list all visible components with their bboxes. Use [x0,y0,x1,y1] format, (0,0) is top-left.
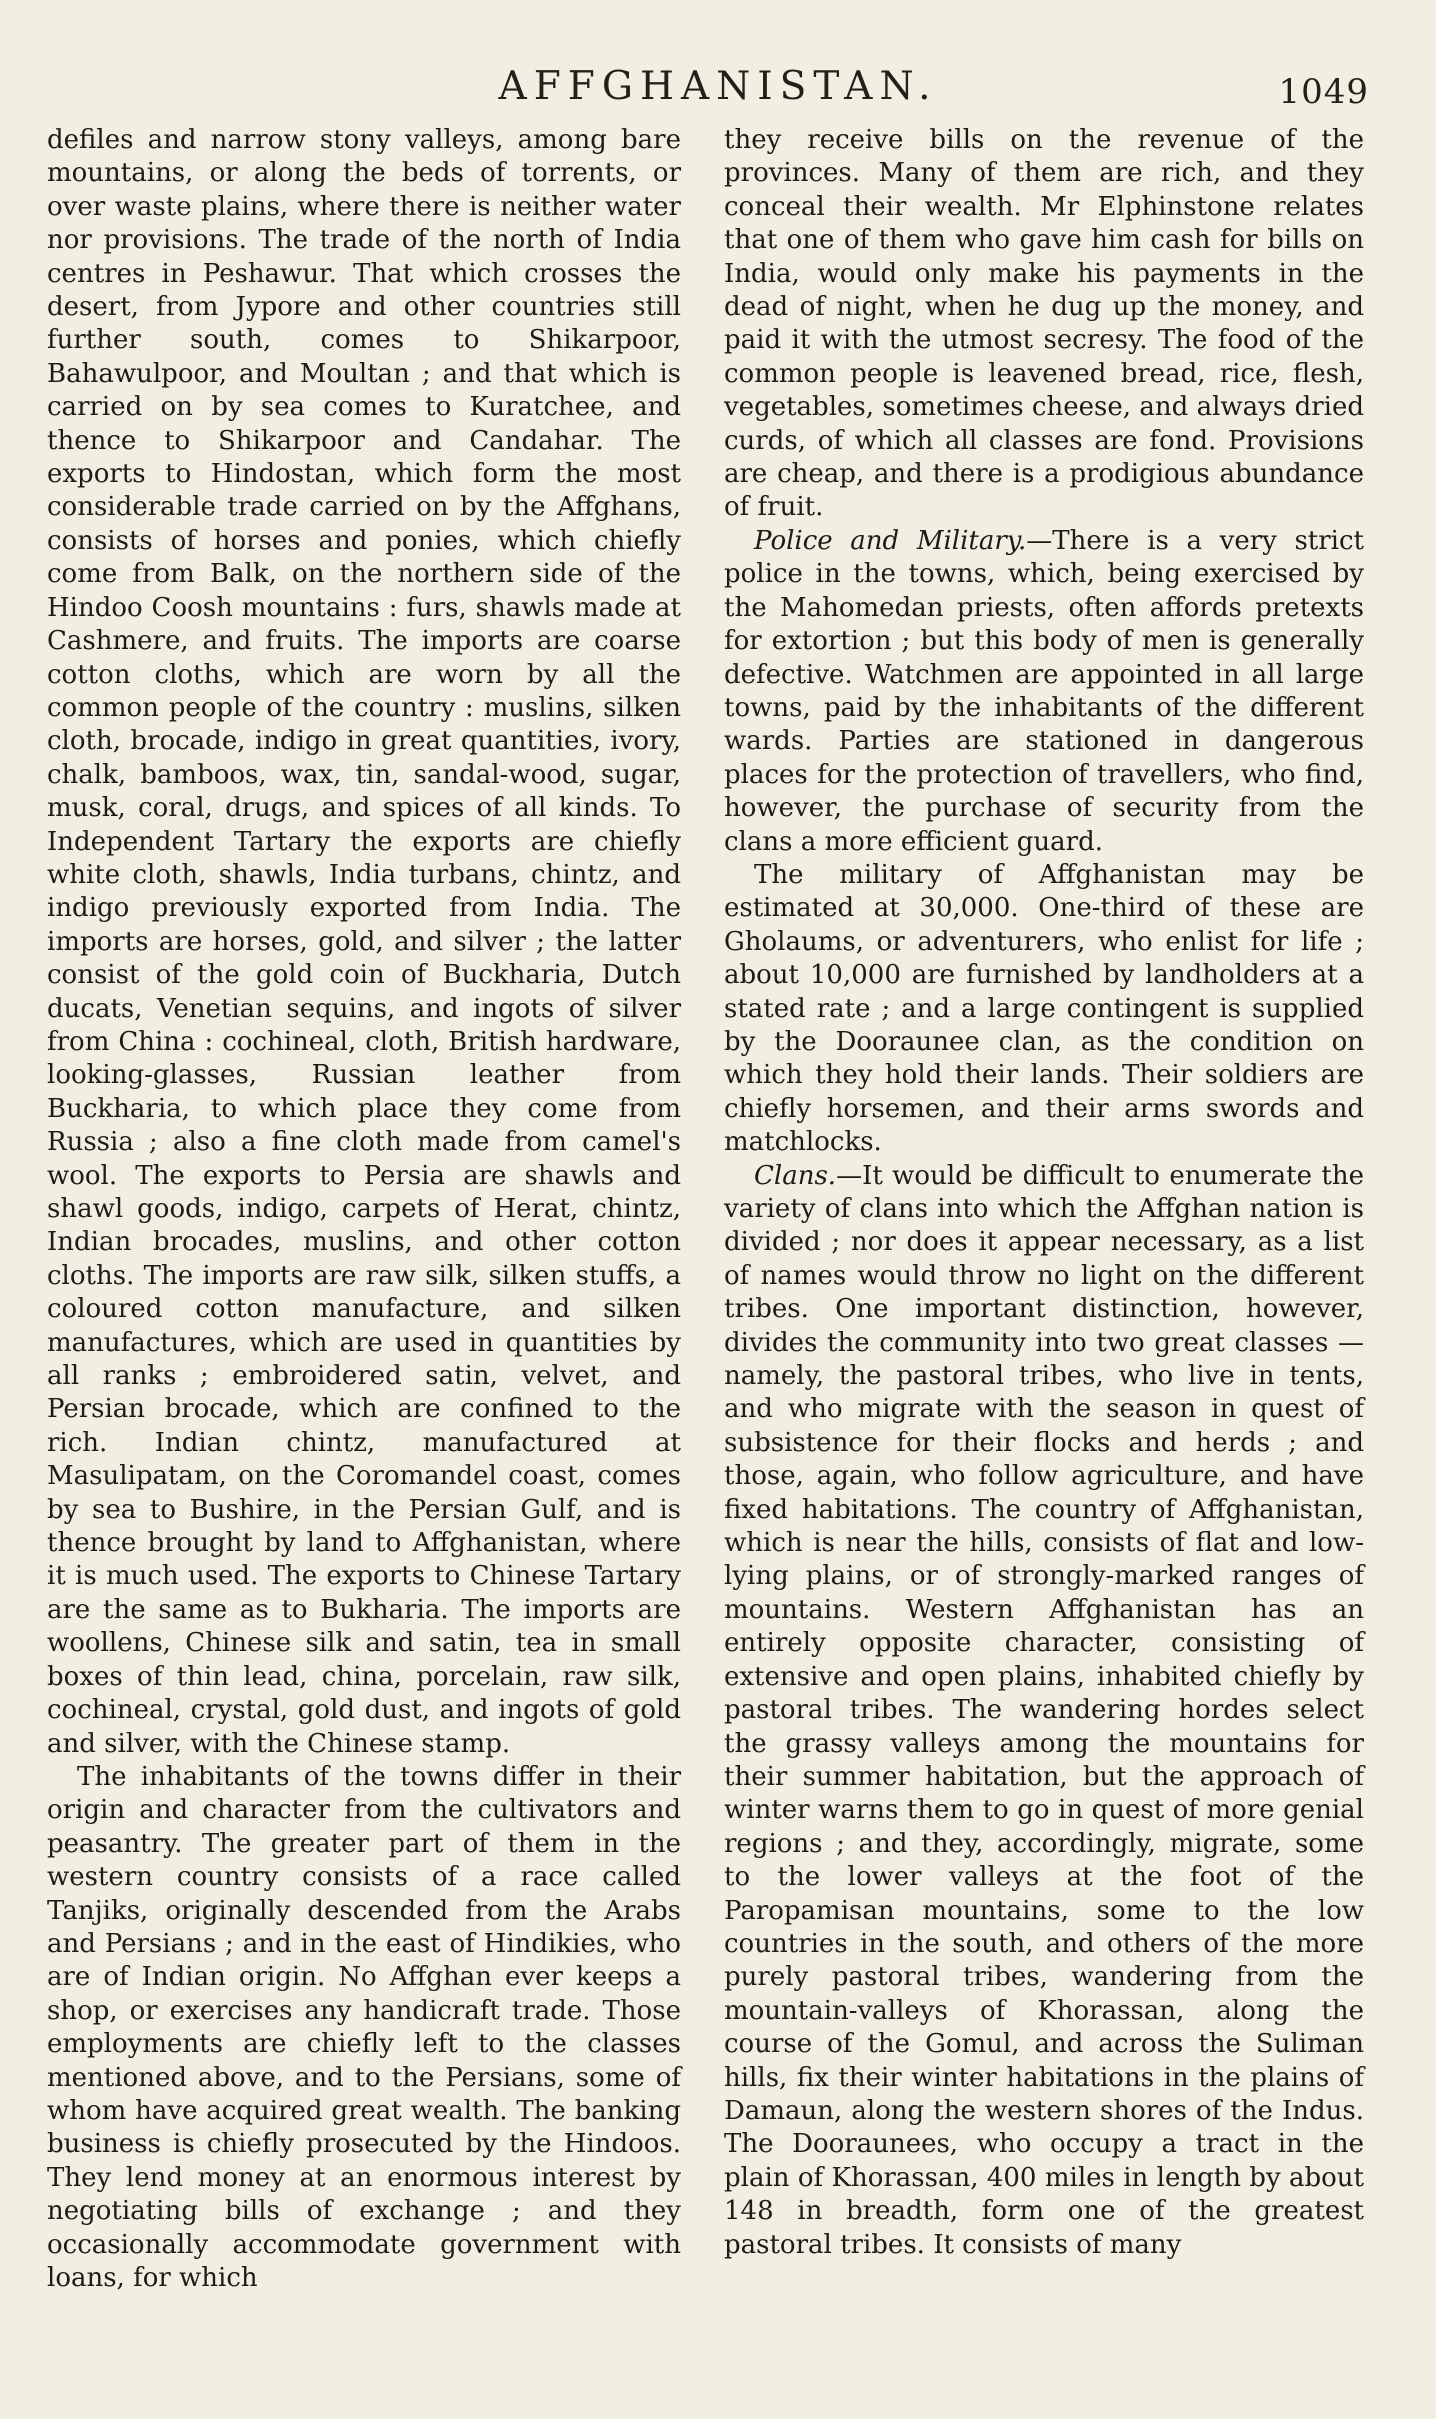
paragraph-inhabitants: The inhabitants of the towns differ in their origin and character from the cultivators and peasantry. The greater part of them in the western country consists of a race called Tanjiks, originally descended from the Arabs and Persians ; and in the east of Hindikies, who are of Indian origin. No Affghan ever keeps a shop, or exercises any handicraft trade. Those employments are chiefly left to the classes mentioned above, and to the Persians, some of whom have acquired great wealth. The banking business is chiefly prosecuted by the Hindoos. They lend money at an enormous interest by negotiating bills of exchange ; and they occasionally accommodate government with loans, for which [47,1761,681,2293]
paragraph-bills: they receive bills on the revenue of the provinces. Many of them are rich, and they conceal their wealth. Mr Elphinstone relates that one of them who gave him cash for bills on India, would only make his payments in the dead of night, when he dug up the money, and paid it with the utmost secresy. The food of the common people is leavened bread, rice, flesh, vegetables, sometimes cheese, and always dried curds, of which all classes are fond. Provisions are cheap, and there is a prodigious abundance of fruit. [724,125,1364,523]
police-body-text: —There is a very strict police in the towns, which, being exercised by the Mahomedan priests, often affords pretexts for extortion ; but this body of men is generally defective. Watchmen are appointed in all large towns, paid by the inhabitants of the different wards. Parties are stationed in dangerous places for the protection of travellers, who find, however, the purchase of security from the clans a more efficient guard. [724,525,1364,857]
section-heading-clans: Clans. [754,1160,837,1191]
page-title: AFFGHANISTAN. [498,64,938,109]
paragraph-trade: defiles and narrow stony valleys, among bare mountains, or along the beds of torrents, or over waste plains, where there is neither water nor provisions. The trade of the north of India centres in Peshawur. That which crosses the desert, from Jypore and other countries still further south, comes to Shikarpoor, Bahawulpoor, and Moultan ; and that which is carried on by sea comes to Kuratchee, and thence to Shikarpoor and Candahar. The exports to Hindostan, which form the most considerable trade carried on by the Affghans, consists of horses and ponies, which chiefly come from Balk, on the northern side of the Hindoo Coosh mountains : furs, shawls made at Cashmere, and fruits. The imports are coarse cotton cloths, which are worn by all the common people of the country : muslins, silken cloth, brocade, indigo in great quantities, ivory, chalk, bamboos, wax, tin, sandal-wood, sugar, musk, coral, drugs, and spices of all kinds. To Independent Tartary the exports are chiefly white cloth, shawls, India turbans, chintz, and indigo previously exported from India. The imports are horses, gold, and silver ; the latter consist of the gold coin of Buckharia, Dutch ducats, Venetian sequins, and ingots of silver from China : cochineal, cloth, British hardware, looking-glasses, Russian leather from Buckharia, to which place they come from Russia ; also a fine cloth made from camel's wool. The exports to Persia are shawls and shawl goods, indigo, carpets of Herat, chintz, Indian brocades, muslins, and other cotton cloths. The imports are raw silk, silken stuffs, a coloured cotton manufacture, and silken manufactures, which are used in quantities by all ranks ; embroidered satin, velvet, and Persian brocade, which are confined to the rich. Indian chintz, manufactured at Masulipatam, on the Coromandel coast, comes by sea to Bushire, in the Persian Gulf, and is thence brought by land to Affghanistan, where it is much used. The exports to Chinese Tartary are the same as to Bukharia. The imports are woollens, Chinese silk and satin, tea in small boxes of thin lead, china, porcelain, raw silk, cochineal, crystal, gold dust, and ingots of gold and silver, with the Chinese stamp. [47,125,681,1759]
page-header [0,64,1436,128]
section-heading-police-military: Police and Military. [754,525,1027,556]
left-column [47,124,681,2295]
clans-body-text: —It would be difficult to enumerate the variety of clans into which the Affghan nation is divided ; nor does it appear necessary, as a list of names would throw no light on the different tribes. One important distinction, however, divides the community into two great classes — namely, the pastoral tribes, who live in tents, and who migrate with the season in quest of subsistence for their flocks and herds ; and those, again, who follow agriculture, and have fixed habitations. The country of Affghanistan, which is near the hills, consists of flat and low-lying plains, or of strongly-marked ranges of mountains. Western Affghanistan has an entirely opposite character, consisting of extensive and open plains, inhabited chiefly by pastoral tribes. The wandering hordes select the grassy valleys among the mountains for their summer habitation, but the approach of winter warns them to go in quest of more genial regions ; and they, accordingly, migrate, some to the lower valleys at the foot of the Paropamisan mountains, some to the low countries in the south, and others of the more purely pastoral tribes, wandering from the mountain-valleys of Khorassan, along the course of the Gomul, and across the Suliman hills, fix their winter habitations in the plains of Damaun, along the western shores of the Indus. The Dooraunees, who occupy a tract in the plain of Khorassan, 400 miles in length by about 148 in breadth, form one of the greatest pastoral tribes. It consists of many [724,1160,1364,2260]
paragraph-police [724,525,1364,859]
right-column [724,124,1364,2262]
paragraph-military: The military of Affghanistan may be estimated at 30,000. One-third of these are Gholaums, or adventurers, who enlist for life ; about 10,000 are furnished by landholders at a stated rate ; and a large contingent is supplied by the Dooraunee clan, as the condition on which they hold their lands. Their soldiers are chiefly horsemen, and their arms swords and matchlocks. [724,859,1364,1158]
paragraph-clans [724,1160,1364,2262]
page-number: 1049 [1278,72,1369,112]
